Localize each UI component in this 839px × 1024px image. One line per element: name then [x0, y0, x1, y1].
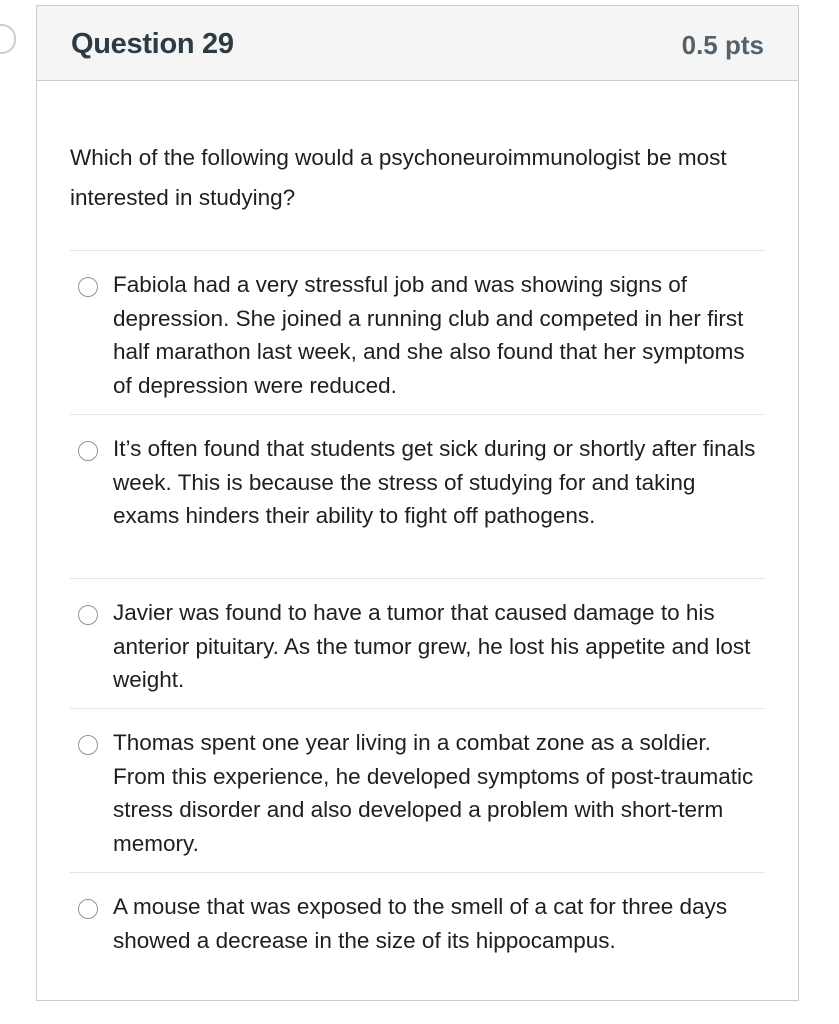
- answer-option[interactable]: [70, 250, 765, 414]
- flag-question-tab[interactable]: [0, 24, 16, 54]
- answer-option[interactable]: [70, 414, 765, 578]
- radio-button[interactable]: [78, 899, 98, 919]
- question-header: [37, 6, 798, 81]
- answer-option[interactable]: [70, 872, 765, 972]
- question-points: 0.5 pts: [681, 30, 764, 60]
- radio-button[interactable]: [78, 605, 98, 625]
- answer-label[interactable]: It’s often found that students get sick during or shortly after finals week. This is because the stress of studying for and taking exams hinders their ability to fight off pathogens.: [113, 436, 756, 528]
- answer-option[interactable]: [70, 708, 765, 872]
- question-text: Which of the following would a psychoneuroimmunologist be most interested in studying?: [70, 145, 727, 210]
- radio-button[interactable]: [78, 277, 98, 297]
- answer-option[interactable]: [70, 578, 765, 708]
- answer-label[interactable]: Fabiola had a very stressful job and was showing signs of depression. She joined a running club and competed in her first half marathon last week, and she also found that her symptoms of depression were reduced.: [113, 272, 745, 398]
- answer-list: [70, 250, 765, 972]
- question-card: [36, 5, 799, 1001]
- answer-label[interactable]: A mouse that was exposed to the smell of a cat for three days showed a decrease in the size of its hippocampus.: [113, 894, 728, 953]
- question-title: Question 29: [71, 28, 234, 60]
- answer-label[interactable]: Javier was found to have a tumor that caused damage to his anterior pituitary. As the tumor grew, he lost his appetite and lost weight.: [113, 600, 751, 692]
- radio-button[interactable]: [78, 735, 98, 755]
- answer-label[interactable]: Thomas spent one year living in a combat zone as a soldier. From this experience, he developed symptoms of post-traumatic stress disorder and also developed a problem with short-term memory.: [113, 730, 754, 856]
- radio-button[interactable]: [78, 441, 98, 461]
